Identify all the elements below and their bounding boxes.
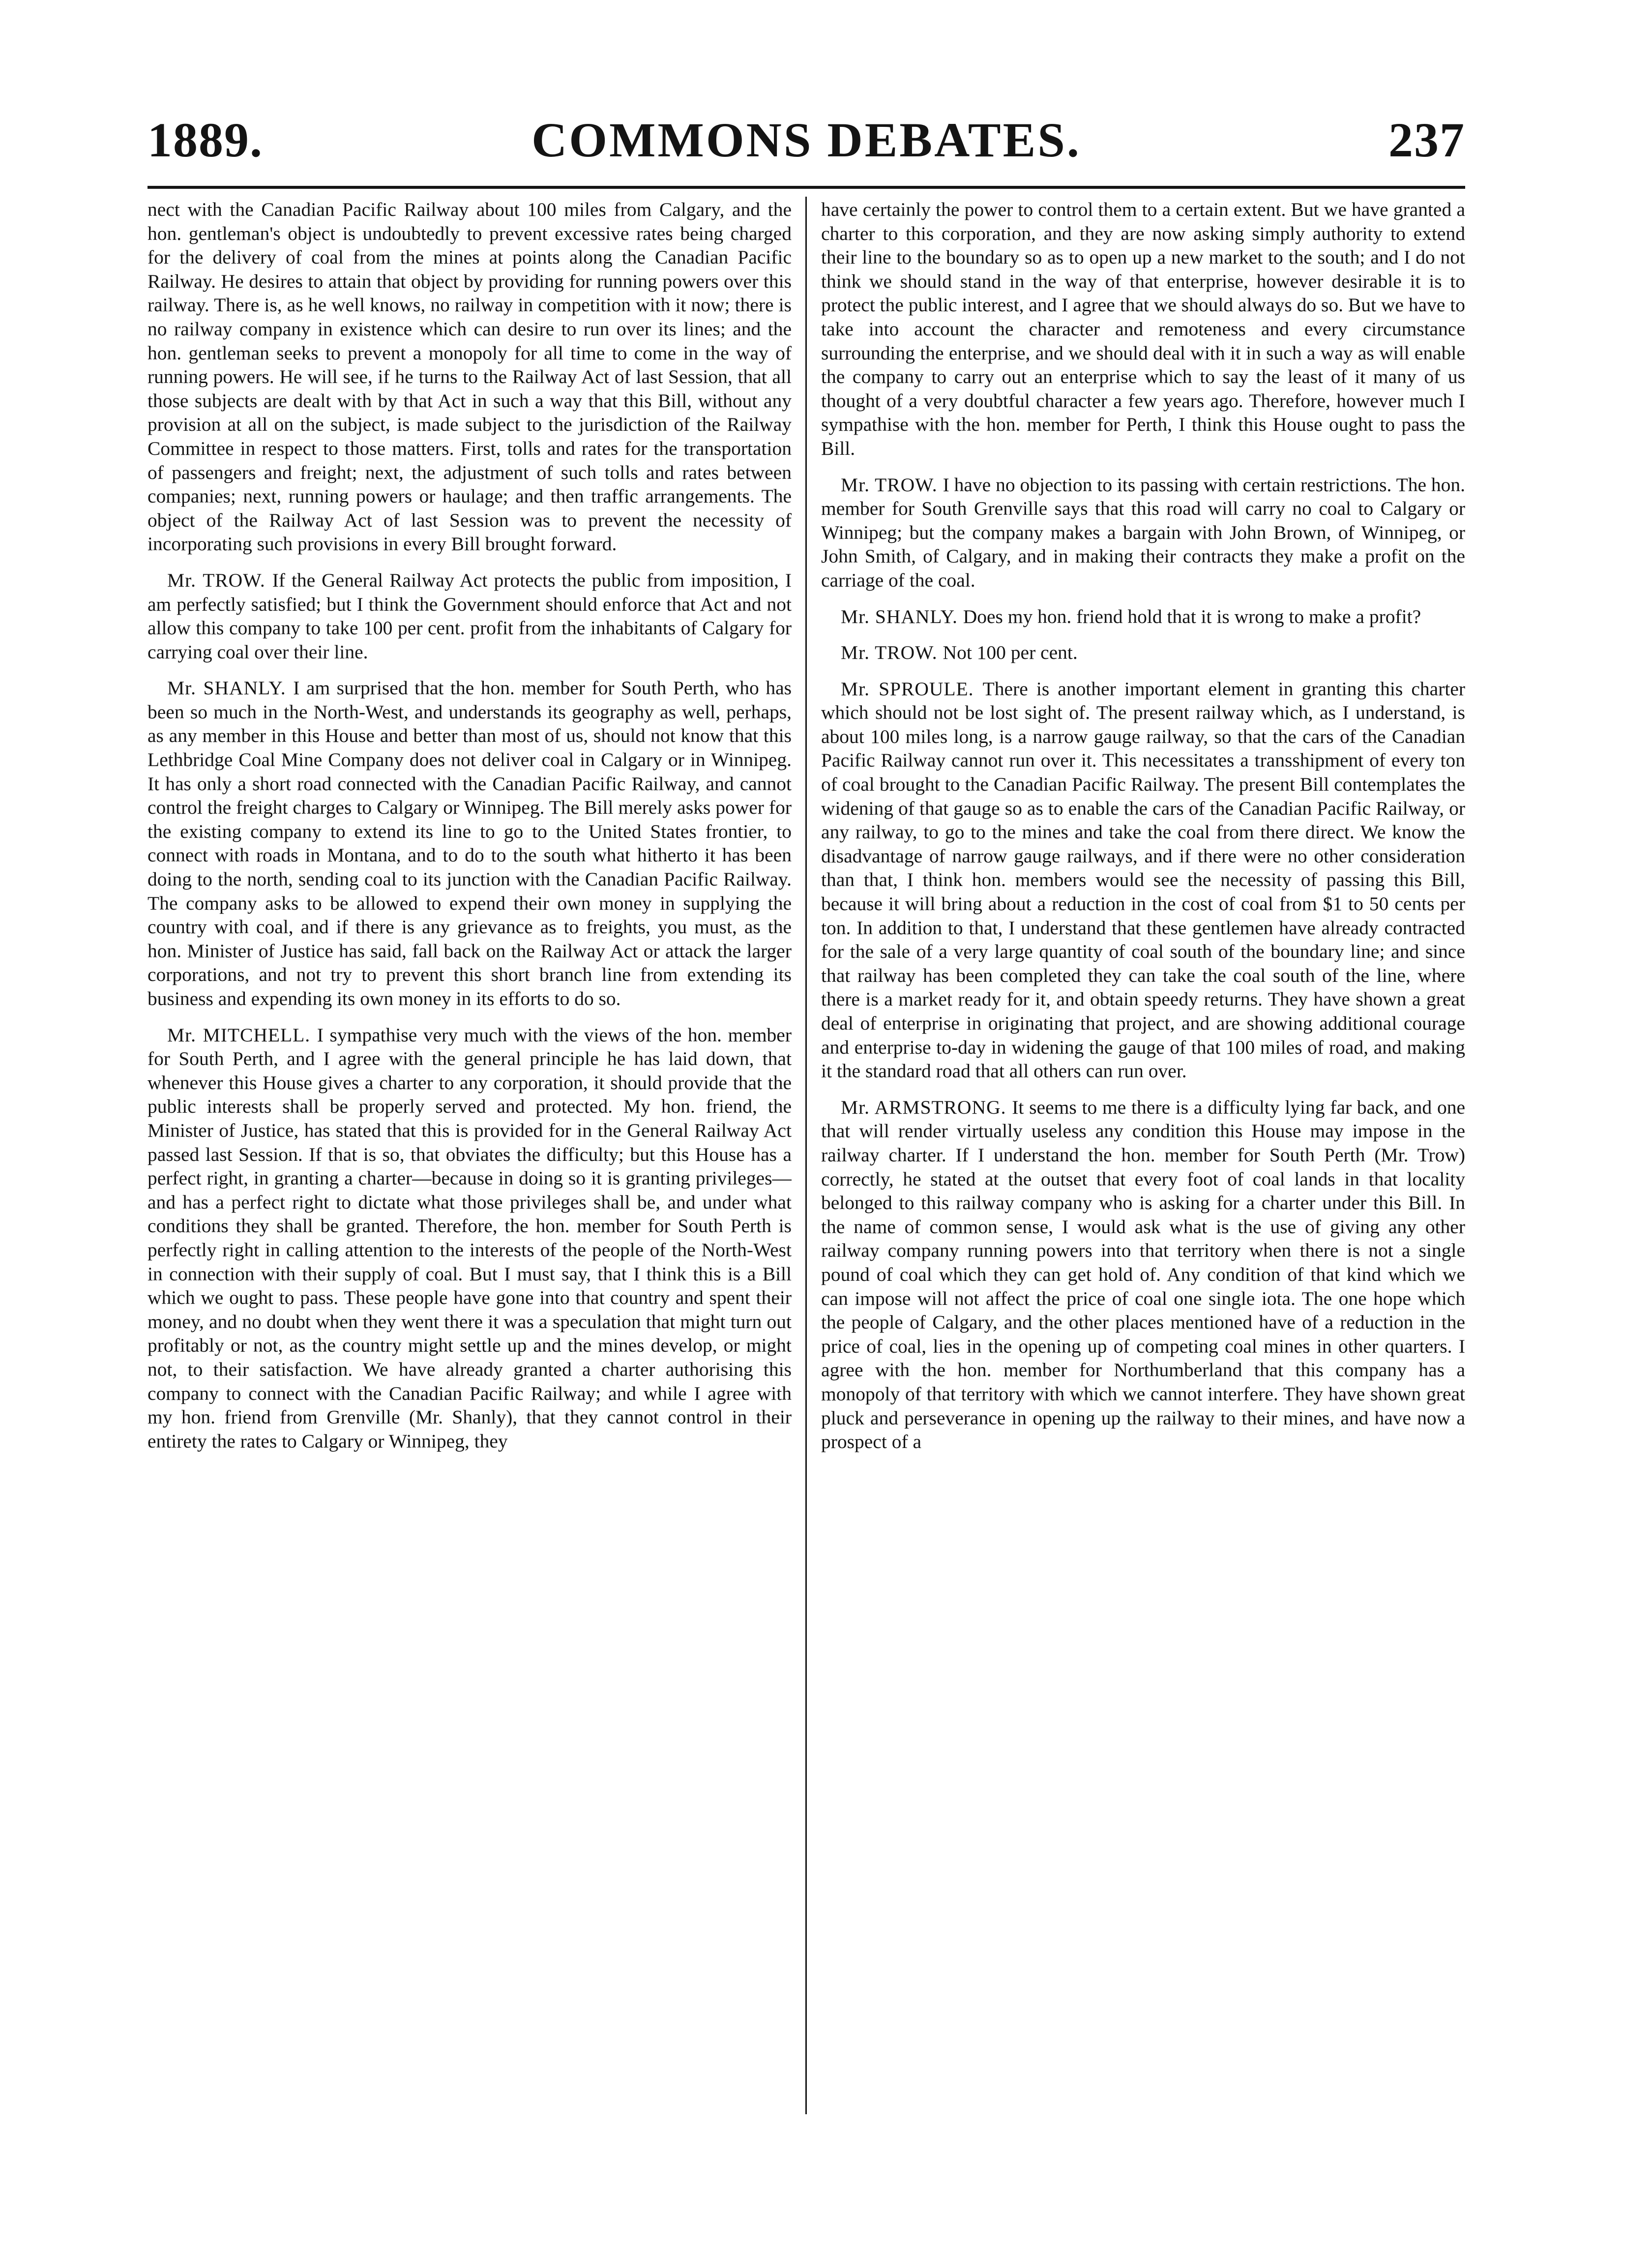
page-header [148,108,1465,182]
speaker-name: Mr. TROW. [841,473,938,496]
paragraph-text: Does my hon. friend hold that it is wrong to make a profit? [963,605,1421,627]
paragraph [821,198,1465,461]
header-page-number: 237 [1388,113,1465,167]
speaker-name: Mr. MITCHELL. [167,1024,311,1046]
header-year: 1889. [148,113,263,167]
paragraph [821,677,1465,1083]
paragraph-text: There is another important element in granting this charter which should not be lost sight of. The present railway which, as I understand, is about 100 miles long, is a narrow gauge railway, so that the cars of the Canadian Pacific Railway cannot run over it. This necessitates a transshipment of every ton of coal brought to the Canadian Pacific Railway. The present Bill contemplates the widening of that gauge so as to enable the cars of the Canadian Pacific Railway, or any railway, to go to the mines and take the coal from there direct. We know the disadvantage of narrow gauge railways, and if there were no other consideration than that, I think hon. members would see the necessity of passing this Bill, because it will bring about a reduction in the cost of coal from $1 to 50 cents per ton. In addition to that, I understand that these gentlemen have already contracted for the sale of a very large quantity of coal south of the boundary line; and since that railway has been completed they can take the coal south of the line, where there is a market ready for it, and obtain speedy returns. They have shown a great deal of enterprise in originating that project, and are showing additional courage and enterprise to-day in widening the gauge of that 100 miles of road, and making it the standard road that all others can run over. [821,678,1465,1082]
header-title: COMMONS DEBATES. [531,113,1081,167]
paragraph-text: It seems to me there is a difficulty lying far back, and one that will render virtually useless any condition this House may impose in the railway charter. If I understand the hon. member for South Perth (Mr. Trow) correctly, he stated at the outset that every foot of coal lands in that locality belonged to this railway company who is asking for a charter under this Bill. In the name of common sense, I would ask what is the use of giving any other railway company running powers into that territory when there is not a single pound of coal which they can get hold of. Any condition of that kind which we can impose will not affect the price of coal one single iota. The one hope which the people of Calgary, and the other places mentioned have of a reduction in the price of coal, lies in the opening up of competing coal mines in other quarters. I agree with the hon. member for Northumberland that this company has a monopoly of that territory with which we cannot interfere. They have shown great pluck and perseverance in opening up the railway to their mines, and have now a prospect of a [821,1096,1465,1453]
paragraph [148,1023,792,1453]
speaker-name: Mr. TROW. [167,569,266,591]
speaker-name: Mr. SPROULE. [841,678,974,700]
paragraph-text: have certainly the power to control them to a certain extent. But we have granted a charter to this corporation, and they are now asking simply authority to extend their line to the boundary so as to open up a new market to the south; and I do not think we should stand in the way of that enterprise, however desirable it is to protect the public interest, and I agree that we should always do so. But we have to take into account the character and remoteness and every circumstance surrounding the enterprise, and we should deal with it in such a way as will enable the company to carry out an enterprise which to say the least of it many of us thought of a very doubtful character a few years ago. Therefore, however much I sympathise with the hon. member for Perth, I think this House ought to pass the Bill. [821,199,1465,459]
speaker-name: Mr. ARMSTRONG. [841,1096,1006,1118]
paragraph [821,641,1465,665]
paragraph-text: Not 100 per cent. [943,642,1078,664]
speaker-name: Mr. SHANLY. [841,605,958,627]
speaker-name: Mr. SHANLY. [167,677,286,699]
paragraph [148,568,792,664]
paragraph [148,198,792,556]
paragraph [148,676,792,1010]
left-column [148,198,792,2115]
right-column [821,198,1465,2115]
speaker-name: Mr. TROW. [841,642,938,664]
paragraph-text: nect with the Canadian Pacific Railway about 100 miles from Calgary, and the hon. gentleman's object is undoubtedly to prevent excessive rates being charged for the delivery of coal from the mines at points along the Canadian Pacific Railway. He desires to attain that object by providing for running powers over this railway. There is, as he well knows, no railway in competition with it now; there is no railway company in existence which can desire to run over its lines; and the hon. gentleman seeks to prevent a monopoly for all time to come in the way of running powers. He will see, if he turns to the Railway Act of last Session, that all those subjects are dealt with by that Act in such a way that this Bill, without any provision at all on the subject, is made subject to the jurisdiction of the Railway Committee in respect to those matters. First, tolls and rates for the transportation of passengers and freight; next, the adjustment of such tolls and rates between companies; next, running powers or haulage; and then traffic arrangements. The object of the Railway Act of last Session was to prevent the necessity of incorporating such provisions in every Bill brought forward. [148,199,792,555]
column-divider [805,197,807,2114]
paragraph-text: I sympathise very much with the views of the hon. member for South Perth, and I agree with the general principle he has laid down, that whenever this House gives a charter to any corporation, it should provide that the public interests shall be properly served and protected. My hon. friend, the Minister of Justice, has stated that this is provided for in the General Railway Act passed last Session. If that is so, that obviates the difficulty; but this House has a perfect right, in granting a charter—because in doing so it is granting privileges—and has a perfect right to dictate what those privileges shall be, and under what conditions they shall be granted. Therefore, the hon. member for South Perth is perfectly right in calling attention to the interests of the people of the North-West in connection with their supply of coal. But I must say, that I think this is a Bill which we ought to pass. These people have gone into that country and spent their money, and no doubt when they went there it was a speculation that might turn out profitably or not, as the country might settle up and the mines develop, or might not, to their satisfaction. We have already granted a charter authorising this company to connect with the Canadian Pacific Railway; and while I agree with my hon. friend from Grenville (Mr. Shanly), that they cannot control in their entirety the rates to Calgary or Winnipeg, they [148,1024,792,1452]
paragraph [821,473,1465,592]
paragraph [821,605,1465,629]
paragraph-text: I am surprised that the hon. member for South Perth, who has been so much in the North-West, and understands its geography as well, perhaps, as any member in this House and better than most of us, should not know that this Lethbridge Coal Mine Company does not deliver coal in Calgary or in Winnipeg. It has only a short road connected with the Canadian Pacific Railway, and cannot control the freight charges to Calgary or Winnipeg. The Bill merely asks power for the existing company to extend its line to go to the United States frontier, to connect with roads in Montana, and to do to the south what hitherto it has been doing to the north, sending coal to its junction with the Canadian Pacific Railway. The company asks to be allowed to expend their own money in supplying the country with coal, and if there is any grievance as to freights, you must, as the hon. Minister of Justice has said, fall back on the Railway Act or attack the larger corporations, and not try to prevent this short branch line from extending its business and expending its own money in its efforts to do so. [148,677,792,1009]
paragraph-text: If the General Railway Act protects the public from imposition, I am perfectly satisfied; but I think the Government should enforce that Act and not allow this company to take 100 per cent. profit from the inhabitants of Calgary for carrying coal over their line. [148,569,792,663]
paragraph-text: I have no objection to its passing with certain restrictions. The hon. member for South Grenville says that this road will carry no coal to Calgary or Winnipeg; but the company makes a bargain with John Brown, of Winnipeg, or John Smith, of Calgary, and in making their contracts they make a profit on the carriage of the coal. [821,473,1465,591]
paragraph [821,1095,1465,1454]
header-rule [148,186,1465,189]
